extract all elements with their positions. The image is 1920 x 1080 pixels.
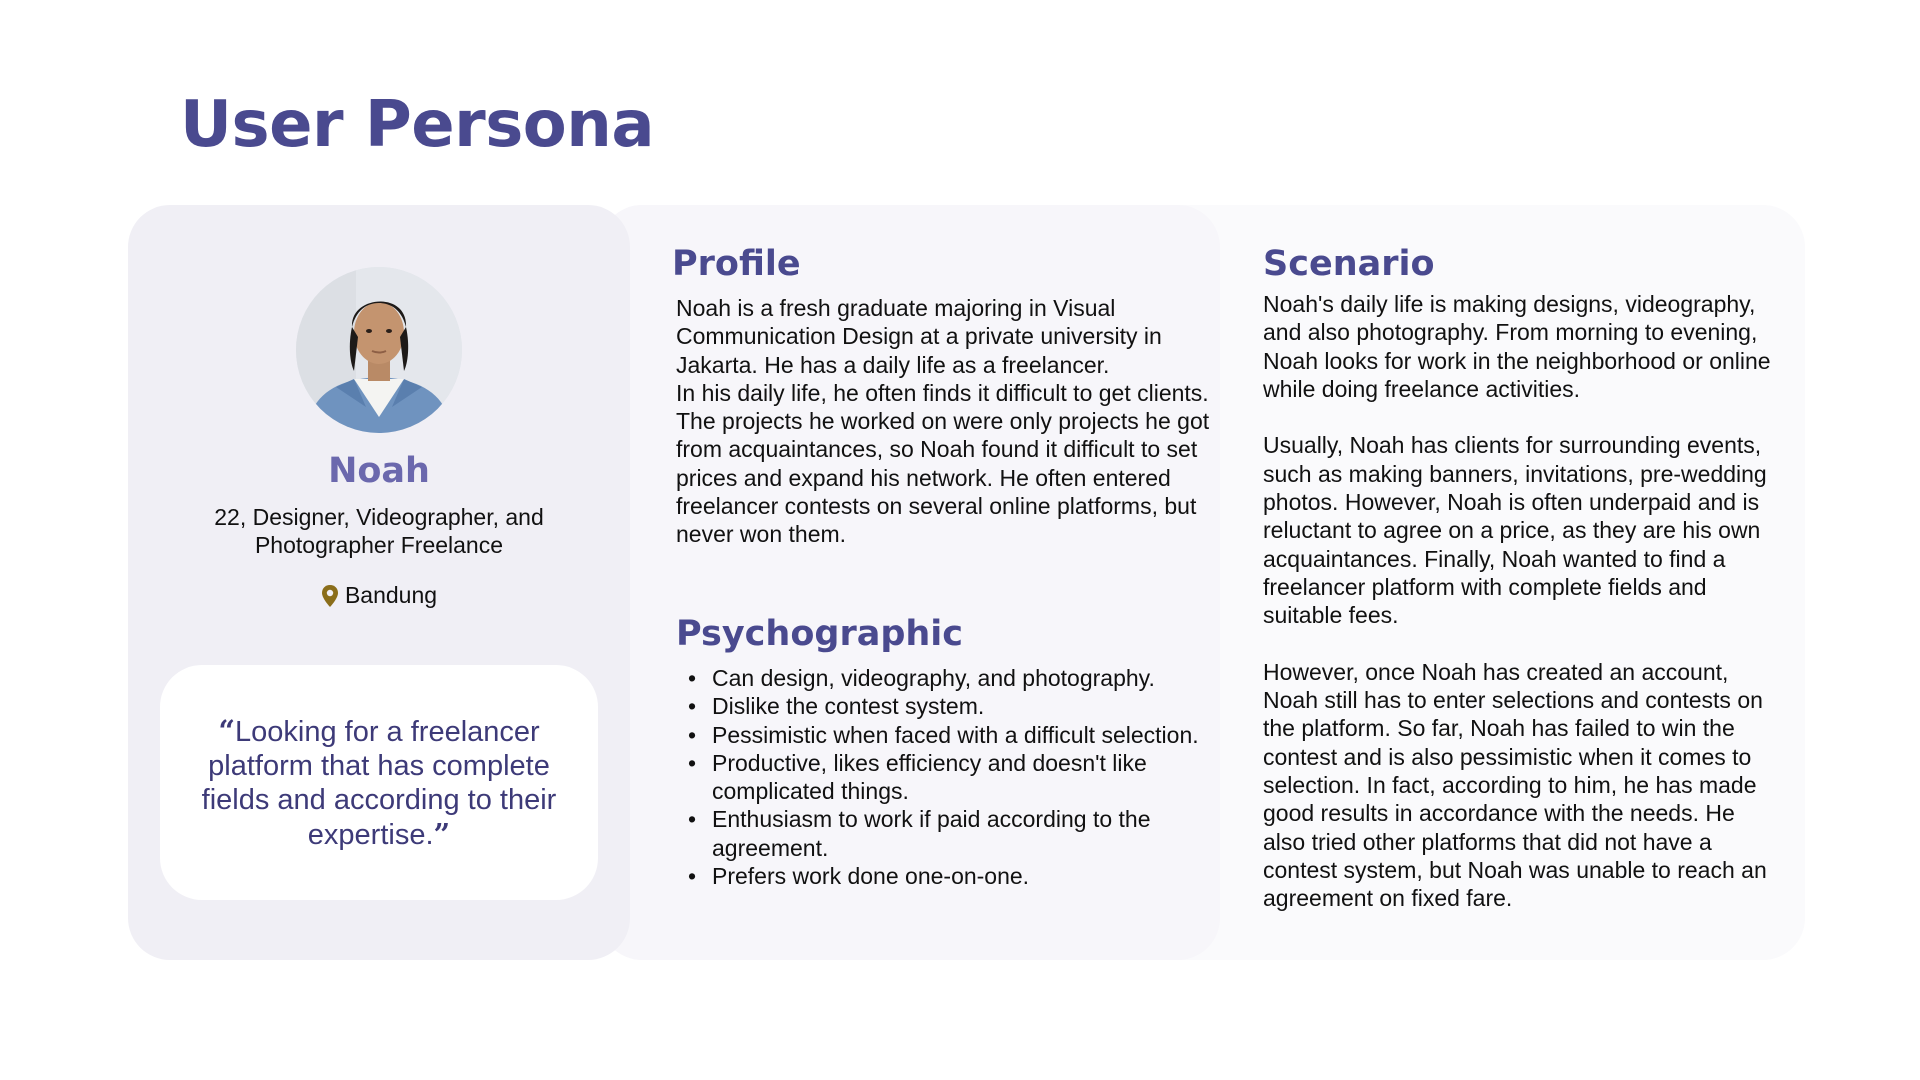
avatar <box>296 267 462 433</box>
persona-name: Noah <box>328 451 430 491</box>
scenario-paragraph: Usually, Noah has clients for surrounding events, such as making banners, invitations, pre-wedding photos. However, Noah is often underpaid and is reluctant to agree on a price, as they are his own acquaintances. Finally, Noah wanted to find a freelancer platform with complete fields and suitable fees. <box>1263 432 1767 629</box>
avatar-photo <box>296 267 462 433</box>
persona-location <box>128 582 630 609</box>
persona-card <box>128 205 630 960</box>
quote-box <box>160 665 598 900</box>
list-item: • Can design, videography, and photography. <box>676 664 1216 692</box>
list-item: • Pessimistic when faced with a difficult selection. <box>676 721 1216 749</box>
scenario-paragraph: However, once Noah has created an account, Noah still has to enter selections and contests on the platform. So far, Noah has failed to win the contest and is also pessimistic when it comes to selection. In fact, according to him, he has made good results in accordance with the needs. He also tried other platforms that did not have a contest system, but Noah was unable to reach an agreement on fixed fare. <box>1263 658 1767 912</box>
scenario-heading: Scenario <box>1263 244 1435 284</box>
profile-paragraph: In his daily life, he often finds it difficult to get clients. The projects he worked on were only projects he got from acquaintances, so Noah found it difficult to set prices and expand his network. He often entered freelancer contests on several online platforms, but never won them. <box>676 379 1210 548</box>
profile-text <box>676 294 1216 549</box>
psychographic-list <box>676 664 1216 890</box>
page-title: User Persona <box>180 88 654 162</box>
persona-quote <box>179 714 579 852</box>
list-item: • Prefers work done one-on-one. <box>676 862 1216 890</box>
psychographic-heading: Psychographic <box>676 614 964 654</box>
quote-close-mark: ” <box>433 816 451 851</box>
list-item: • Enthusiasm to work if paid according to the agreement. <box>676 805 1216 862</box>
quote-text: Looking for a freelancer platform that has complete fields and according to their expertise. <box>201 715 557 851</box>
quote-open-mark: “ <box>218 713 235 748</box>
profile-paragraph: Noah is a fresh graduate majoring in Visual Communication Design at a private university in Jakarta. He has a daily life as a freelancer. <box>676 295 1162 378</box>
persona-role: 22, Designer, Videographer, and Photographer Freelance <box>214 504 544 558</box>
scenario-paragraph: Noah's daily life is making designs, videography, and also photography. From morning to evening, Noah looks for work in the neighborhood or online while doing freelance activities. <box>1263 291 1771 402</box>
list-item: • Dislike the contest system. <box>676 692 1216 720</box>
location-label: Bandung <box>344 582 438 608</box>
map-pin-icon <box>321 585 339 607</box>
list-item: • Productive, likes efficiency and doesn't like complicated things. <box>676 749 1216 806</box>
profile-heading: Profile <box>672 244 801 284</box>
scenario-text <box>1263 290 1783 913</box>
